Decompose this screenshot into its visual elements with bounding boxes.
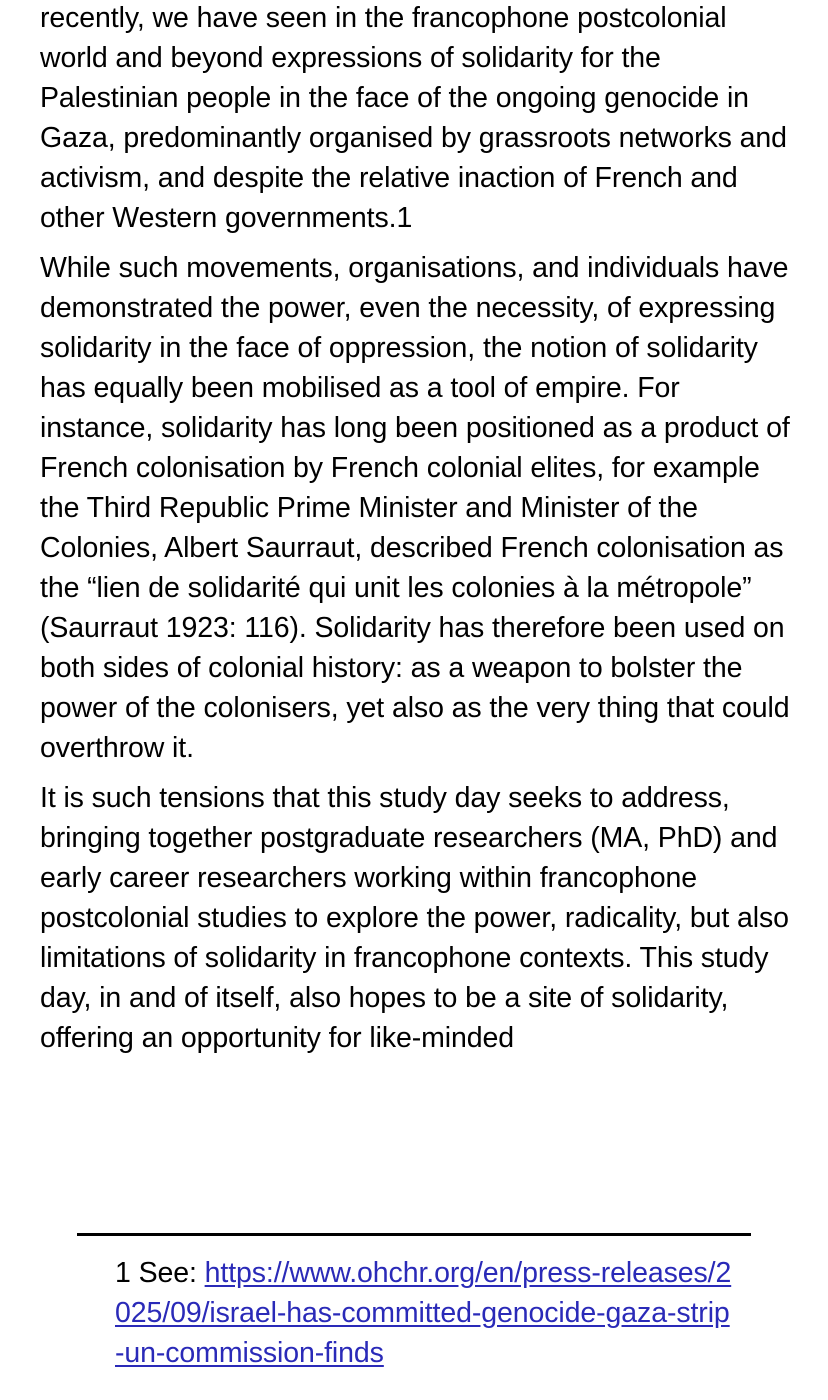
footnote-label: 1 See: xyxy=(115,1257,205,1289)
paragraph-2: While such movements, organisations, and individuals have demonstrated the power, even the necessity, of expressing solidarity in the face of oppression, the notion of solidarity has equally been mobilised as a tool of empire. For instance, solidarity has long been positioned as a product of French colonisation by French colonial elites, for example the Third Republic Prime Minister and Minister of the Colonies, Albert Saurraut, described French colonisation as the “lien de solidarité qui unit les colonies à la métropole” (Saurraut 1923: 116). Solidarity has therefore been used on both sides of colonial history: as a weapon to bolster the power of the colonisers, yet also as the very thing that could overthrow it. xyxy=(40,252,790,764)
footnote-divider xyxy=(77,1233,751,1236)
document-body xyxy=(40,0,800,1068)
footnote-link[interactable]: https://www.ohchr.org/en/press-releases/2025/09/israel-has-committed-genocide-gaza-strip-un-commission-finds xyxy=(115,1257,732,1369)
paragraph-1: recently, we have seen in the francophone postcolonial world and beyond expressions of solidarity for the Palestinian people in the face of the ongoing genocide in Gaza, predominantly organised by grassroots networks and activism, and despite the relative inaction of French and other Western governments.1 xyxy=(40,2,787,234)
paragraph-3: It is such tensions that this study day seeks to address, bringing together postgraduate researchers (MA, PhD) and early career researchers working within francophone postcolonial studies to explore the power, radicality, but also limitations of solidarity in francophone contexts. This study day, in and of itself, also hopes to be a site of solidarity, offering an opportunity for like-minded xyxy=(40,782,789,1054)
footnote xyxy=(115,1253,735,1373)
